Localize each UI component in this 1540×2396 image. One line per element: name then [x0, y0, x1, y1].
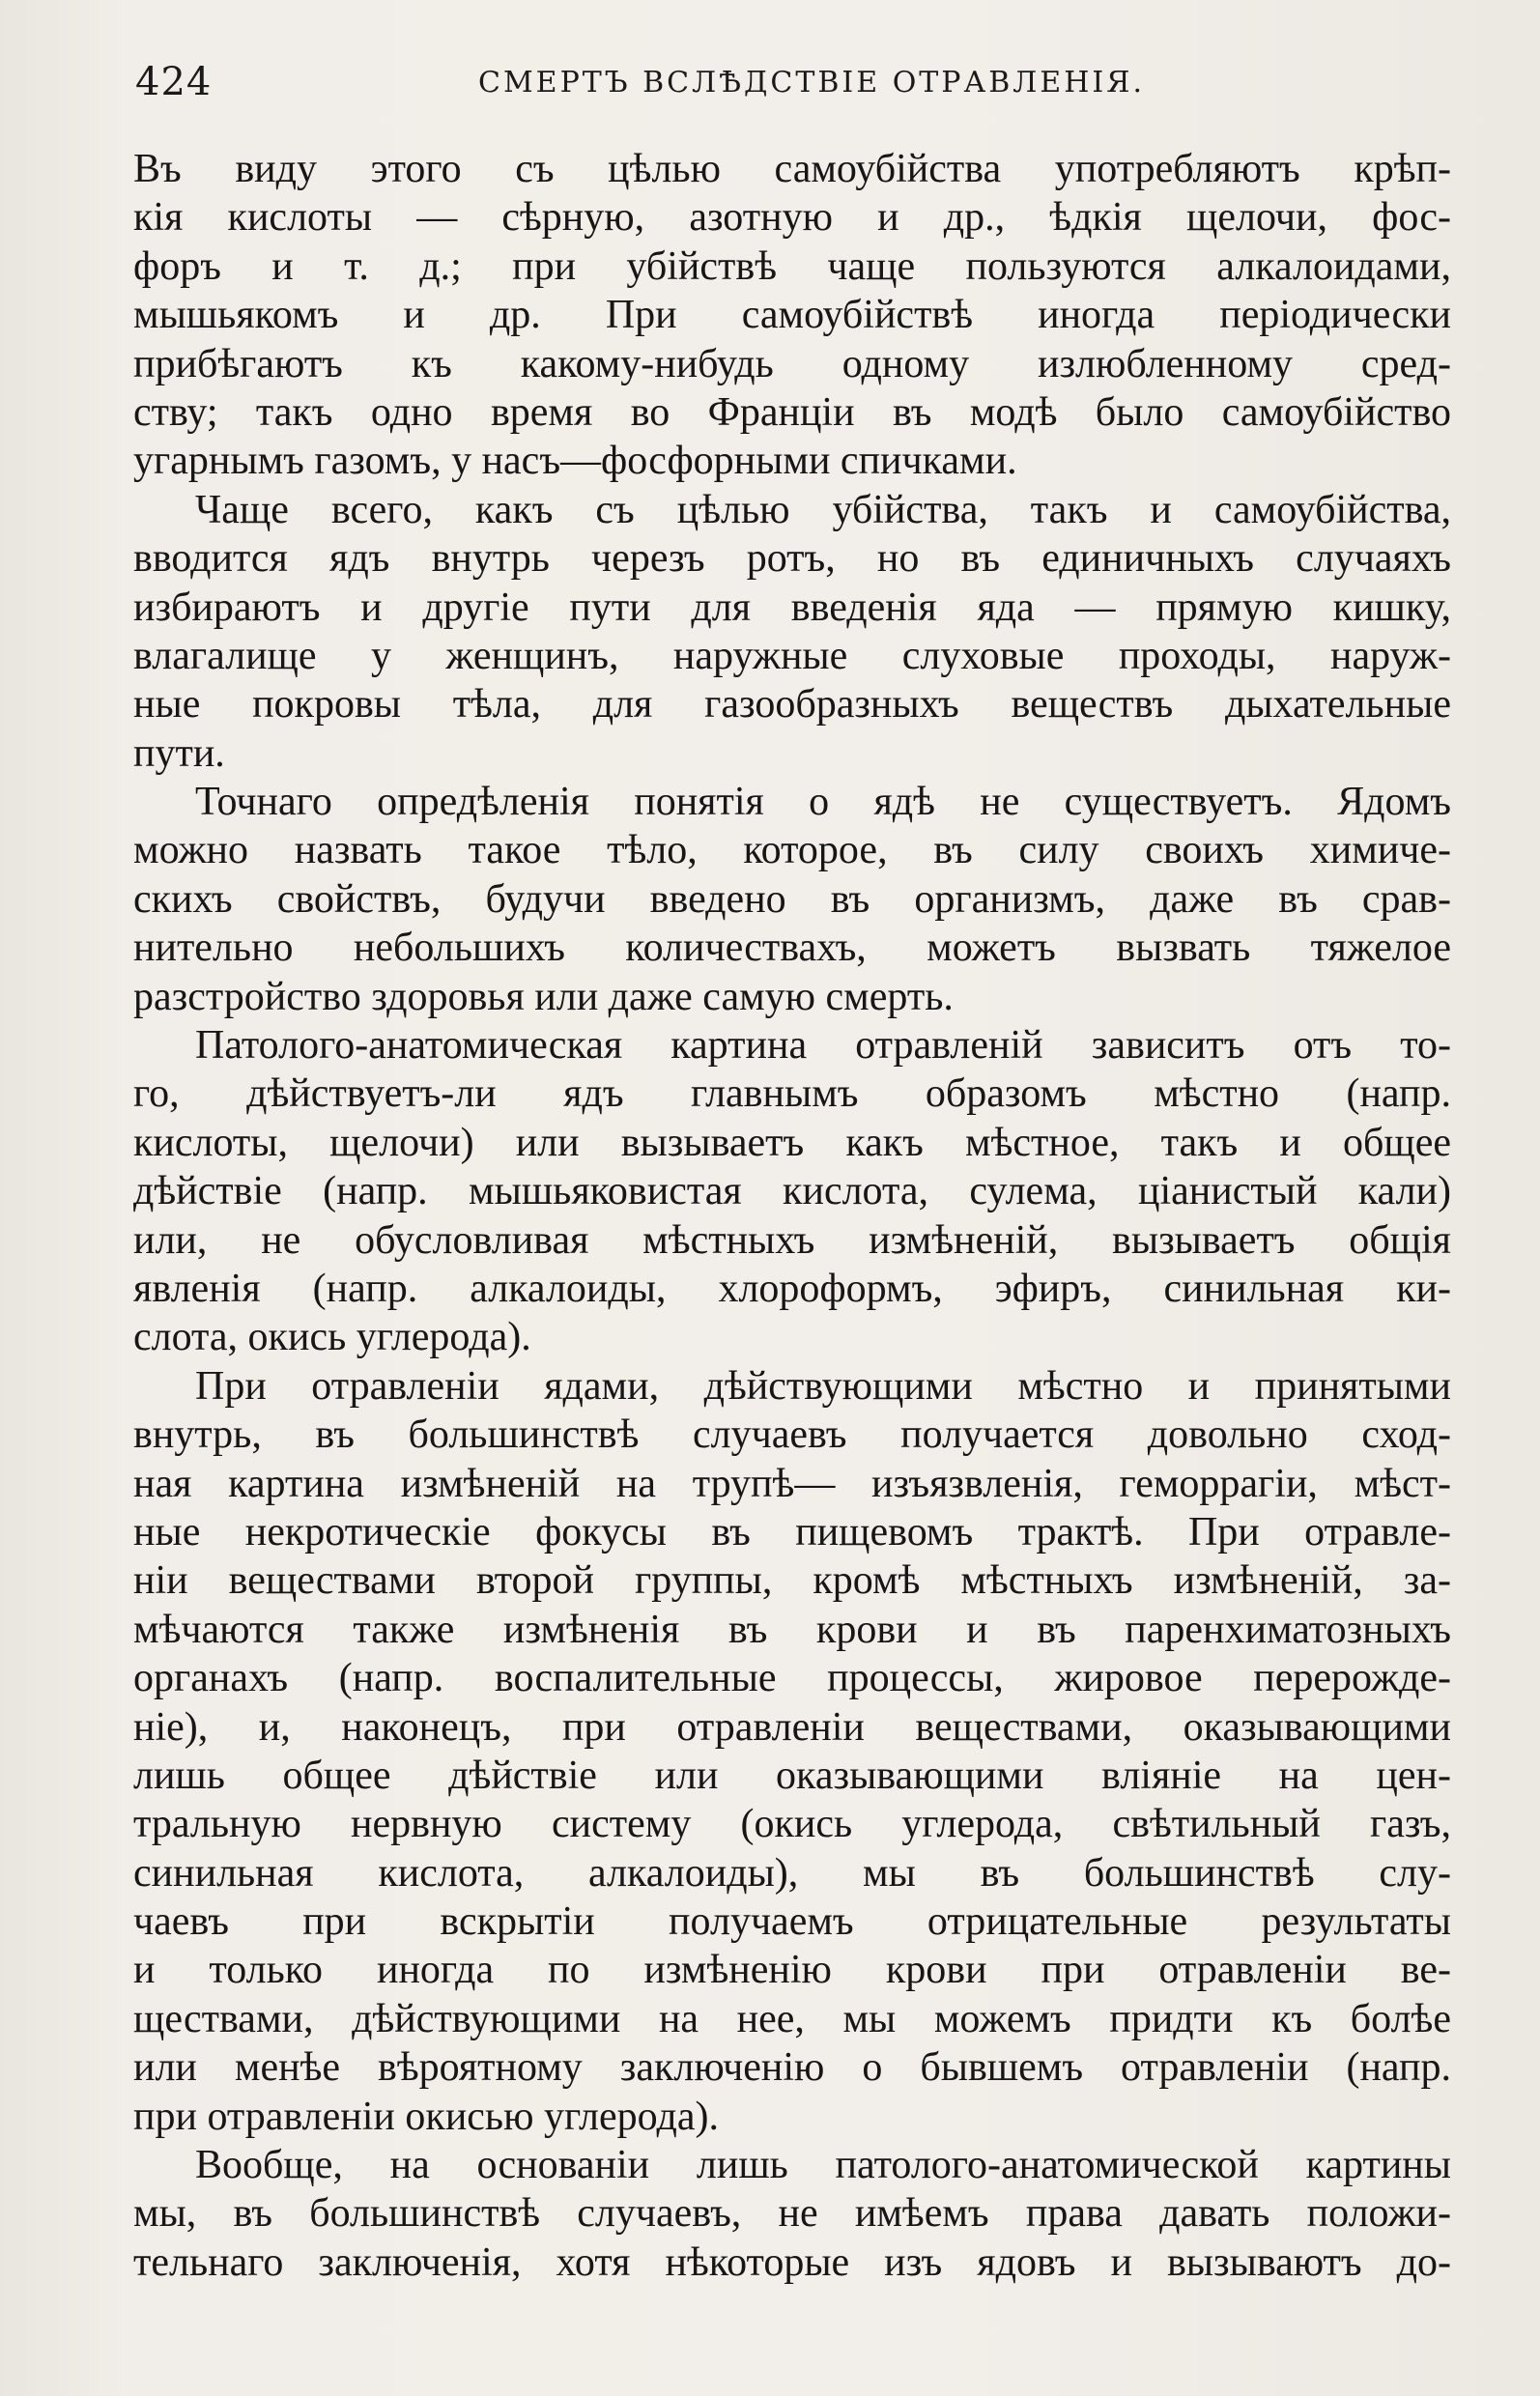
text-line: или, не обусловливая мѣстныхъ измѣненій, вызываетъ общія	[133, 1217, 1451, 1263]
text-line: дѣйствіе (напр. мышьяковистая кислота, сулема, ціанистый кали)	[133, 1169, 1451, 1214]
text-line: можно назвать такое тѣло, которое, въ силу своихъ химиче-	[133, 828, 1451, 873]
text-line: угарнымъ газомъ, у насъ—фосфорными спичками.	[133, 439, 1017, 484]
text-line: скихъ свойствъ, будучи введено въ организмъ, даже въ срав-	[133, 876, 1451, 922]
text-line: чаевъ при вскрытіи получаемъ отрицательные результаты	[133, 1899, 1451, 1945]
text-line: влагалище у женщинъ, наружные слуховые проходы, наруж-	[133, 633, 1451, 678]
text-line: кислоты, щелочи) или вызываетъ какъ мѣстное, такъ и общее	[133, 1120, 1451, 1165]
text-line: ные некротическіе фокусы въ пищевомъ трактѣ. При отравле-	[133, 1509, 1451, 1555]
page-number: 424	[135, 60, 213, 104]
text-line: ніе), и, наконецъ, при отравленіи веществами, оказывающими	[133, 1704, 1451, 1750]
text-line: при отравленіи окисью углерода).	[133, 2094, 719, 2139]
text-line: Въ виду этого съ цѣлью самоубійства употребляютъ крѣп-	[133, 147, 1451, 191]
text-line: слота, окись углерода).	[133, 1315, 531, 1360]
text-line: кія кислоты — сѣрную, азотную и др., ѣдкія щелочи, фос-	[133, 195, 1451, 241]
text-line: мышьякомъ и др. При самоубійствѣ иногда періодически	[133, 293, 1451, 338]
text-line: нительно небольшихъ количествахъ, можетъ вызвать тяжелое	[133, 926, 1451, 971]
text-line: ству; такъ одно время во Франціи въ модѣ было самоубійство	[133, 389, 1451, 435]
text-line: Патолого-анатомическая картина отравленій зависитъ отъ то-	[195, 1023, 1451, 1069]
text-line: ществами, дѣйствующими на нее, мы можемъ придти къ болѣе	[133, 1996, 1451, 2041]
text-line: внутрь, въ большинствѣ случаевъ получается довольно сход-	[133, 1412, 1451, 1458]
running-title: СМЕРТЪ ВСЛѢДСТВІЕ ОТРАВЛЕНІЯ.	[478, 66, 1145, 100]
body-text	[133, 145, 1451, 2287]
text-line: мы, въ большинствѣ случаевъ, не имѣемъ права давать положи-	[133, 2191, 1451, 2237]
text-line: лишь общее дѣйствіе или оказывающими вліяніе на цен-	[133, 1753, 1451, 1798]
page-header	[135, 60, 1449, 118]
text-line: синильная кислота, алкалоиды), мы въ большинствѣ слу-	[133, 1850, 1451, 1896]
text-line: Вообще, на основаніи лишь патолого-анатомической картины	[195, 2143, 1451, 2188]
text-line: ніи веществами второй группы, кромѣ мѣстныхъ измѣненій, за-	[133, 1558, 1451, 1604]
text-line: и только иногда по измѣненію крови при отравленіи ве-	[133, 1948, 1451, 1993]
text-line: вводится ядъ внутрь черезъ ротъ, но въ единичныхъ случаяхъ	[133, 536, 1451, 582]
text-line: мѣчаются также измѣненія въ крови и въ паренхиматозныхъ	[133, 1607, 1451, 1652]
text-line: прибѣгаютъ къ какому-нибудь одному излюбленному сред-	[133, 341, 1451, 386]
text-line: тральную нервную систему (окись углерода, свѣтильный газъ,	[133, 1802, 1451, 1847]
text-line: Чаще всего, какъ съ цѣлью убійства, такъ и самоубійства,	[195, 487, 1451, 532]
text-line: разстройство здоровья или даже самую смерть.	[133, 974, 954, 1019]
text-line: или менѣе вѣроятному заключенію о бывшемъ отравленіи (напр.	[133, 2045, 1451, 2091]
text-line: тельнаго заключенія, хотя нѣкоторые изъ ядовъ и вызываютъ до-	[133, 2239, 1451, 2285]
text-line: форъ и т. д.; при убійствѣ чаще пользуются алкалоидами,	[133, 243, 1451, 289]
text-line: ная картина измѣненій на трупѣ— изъязвленія, геморрагіи, мѣст-	[133, 1461, 1451, 1506]
text-line: пути.	[133, 730, 225, 776]
text-line: го, дѣйствуетъ-ли ядъ главнымъ образомъ мѣстно (напр.	[133, 1071, 1451, 1117]
text-line: Точнаго опредѣленія понятія о ядѣ не существуетъ. Ядомъ	[195, 780, 1451, 825]
text-line: При отравленіи ядами, дѣйствующими мѣстно и принятыми	[195, 1363, 1451, 1409]
text-line: избираютъ и другіе пути для введенія яда — прямую кишку,	[133, 585, 1451, 630]
text-line: органахъ (напр. воспалительные процессы, жировое перерожде-	[133, 1656, 1451, 1701]
text-line: явленія (напр. алкалоиды, хлороформъ, эфиръ, синильная ки-	[133, 1266, 1451, 1311]
text-line: ные покровы тѣла, для газообразныхъ веществъ дыхательные	[133, 682, 1451, 727]
